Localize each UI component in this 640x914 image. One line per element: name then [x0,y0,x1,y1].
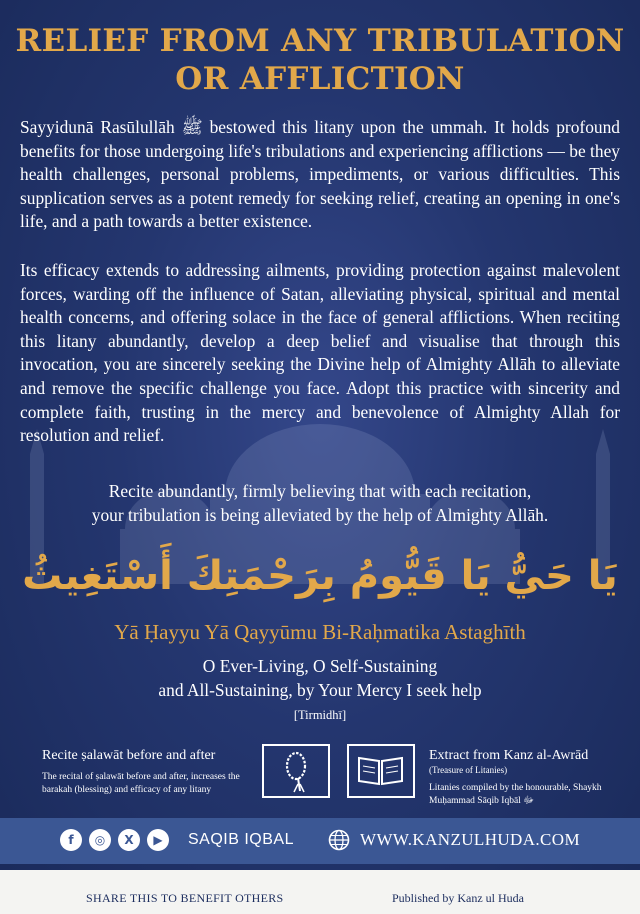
recite-instruction [0,480,640,527]
instagram-icon[interactable]: ◎ [89,829,111,851]
efficacy-paragraph: Its efficacy extends to addressing ailments, providing protection against malevolent forces, warding off the influence of Satan, alleviating physical, spiritual and mental health concerns, and offering solace in the face of general afflictions. When reciting this litany abundantly, develop a deep belief and visualise that through this invocation, you are sincerely seeking the Divine help of Almighty Allāh to alleviate and remove the specific challenge you face. Adopt this practice with sincerity and complete faith, trusting in the mercy and benevolence of Almighty Allah for resolution and relief. [20,260,620,446]
title-line-1: RELIEF FROM ANY TRIBULATION [15,23,625,59]
extract-subheading: (Treasure of Litanies) [429,765,508,775]
x-icon[interactable]: X [118,829,140,851]
page-title [0,22,640,98]
recite-line-1: Recite abundantly, firmly believing that with each recitation, [108,481,532,501]
arabic-dua: يَا حَيُّ يَا قَيُّومُ بِرَحْمَتِكَ أَسْتَغِيثُ [22,553,618,599]
open-book-icon [349,746,412,795]
prayer-beads-frame [262,744,330,798]
youtube-icon[interactable]: ▶ [147,829,169,851]
social-handle[interactable]: SAQIB IQBAL [188,831,294,848]
website-link[interactable]: WWW.KANZULHUDA.COM [360,830,580,849]
prayer-beads-icon [264,746,327,795]
salawat-heading: Recite ṣalawāt before and after [42,748,216,763]
salawat-body: The recital of ṣalawāt before and after, increases the barakah (blessing) and efficacy of any litany [42,772,240,795]
transliteration: Yā Ḥayyu Yā Qayyūmu Bi-Raḥmatika Astaghīth [114,620,526,644]
translation-line-2: and All-Sustaining, by Your Mercy I seek help [158,679,482,700]
title-line-2: OR AFFLICTION [175,61,465,97]
intro-paragraph: Sayyidunā Rasūlullāh ﷺ bestowed this litany upon the ummah. It holds profound benefits for those undergoing life's tribulations and experiencing afflictions — be they health challenges, personal problems, impediments, or various difficulties. This supplication serves as a potent remedy for seeking relief, creating an opening in one's life, and a path towards a better existence. [20,117,620,232]
publisher-text: Published by Kanz ul Huda [392,891,524,905]
extract-body: Litanies compiled by the honourable, Shaykh Muḥammad Sāqib Iqbāl ﷻ [429,783,602,806]
translation [0,655,640,702]
facebook-icon[interactable]: f [60,829,82,851]
globe-icon [328,829,350,851]
book-frame [347,744,415,798]
extract-heading: Extract from Kanz al-Awrād [429,748,589,763]
translation-line-1: O Ever-Living, O Self-Sustaining [202,656,438,676]
recite-line-2: your tribulation is being alleviated by the help of Almighty Allāh. [91,504,549,525]
share-text: SHARE THIS TO BENEFIT OTHERS [86,891,284,905]
hadith-source: [Tirmidhī] [293,708,347,722]
